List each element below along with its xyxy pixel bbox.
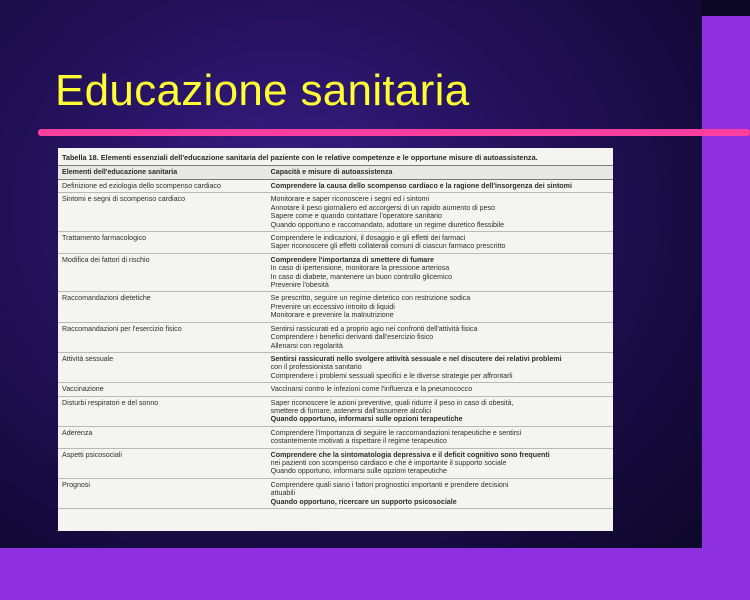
row-element-cell: Definizione ed eziologia dello scompenso cardiaco xyxy=(58,180,267,193)
measure-line: Quando opportuno, ricercare un supporto psicosociale xyxy=(270,497,457,506)
table-body xyxy=(58,180,613,509)
table-row xyxy=(58,396,613,426)
row-measures-cell xyxy=(267,383,613,396)
row-element-cell: Attività sessuale xyxy=(58,352,267,382)
measure-line: Quando opportuno e raccomandato, adottare un regime diuretico flessibile xyxy=(270,220,505,229)
table-row xyxy=(58,292,613,322)
measure-line: Annotare il peso giornaliero ed accorgersi di un rapido aumento di peso xyxy=(270,203,496,212)
measure-line: smettere di fumare, astenersi dall'assumere alcolici xyxy=(270,406,432,415)
measure-line: Comprendere l'importanza di smettere di fumare xyxy=(270,255,434,264)
row-element-cell: Modifica dei fattori di rischio xyxy=(58,253,267,292)
measure-line: Se prescritto, seguire un regime dietetico con restrizione sodica xyxy=(270,294,471,303)
row-measures-cell xyxy=(267,448,613,478)
row-measures-cell xyxy=(267,426,613,448)
row-measures-cell xyxy=(267,193,613,232)
table-row xyxy=(58,232,613,254)
measure-line: Quando opportuno, informarsi sulle opzioni terapeutiche xyxy=(270,467,447,476)
measure-line: attuabili xyxy=(270,489,296,498)
measure-line: Sentirsi rassicurati ed a proprio agio nei confronti dell'attività fisica xyxy=(270,324,478,333)
table-row xyxy=(58,180,613,193)
row-measures-cell xyxy=(267,180,613,193)
table-row xyxy=(58,253,613,292)
measure-line: Sapere come e quando contattare l'operatore sanitario xyxy=(270,212,442,221)
table-row xyxy=(58,426,613,448)
measure-line: Vaccinarsi contro le infezioni come l'influenza e la pneumococco xyxy=(270,385,473,394)
measure-line: Prevenire un eccessivo introito di liquidi xyxy=(270,302,395,311)
row-element-cell: Aderenza xyxy=(58,426,267,448)
measure-line: In caso di diabete, mantenere un buon controllo glicemico xyxy=(270,272,453,281)
top-right-corner xyxy=(702,0,750,16)
table-row xyxy=(58,383,613,396)
row-element-cell: Trattamento farmacologico xyxy=(58,232,267,254)
education-table xyxy=(58,165,613,509)
measure-line: Saper riconoscere gli effetti collaterali comuni di ciascun farmaco prescritto xyxy=(270,242,506,251)
measure-line: Sentirsi rassicurati nello svolgere attività sessuale e nel discutere dei relativi problemi xyxy=(270,354,562,363)
row-element-cell: Raccomandazioni dietetiche xyxy=(58,292,267,322)
bottom-frame-band xyxy=(0,548,750,600)
row-element-cell: Disturbi respiratori e del sonno xyxy=(58,396,267,426)
measure-line: Comprendere l'importanza di seguire le raccomandazioni terapeutiche e sentirsi xyxy=(270,428,522,437)
measure-line: Quando opportuno, informarsi sulle opzioni terapeutiche xyxy=(270,415,463,424)
table-image xyxy=(58,148,613,531)
measure-line: Allenarsi con regolarità xyxy=(270,341,343,350)
measure-line: Monitorare e prevenire la malnutrizione xyxy=(270,311,394,320)
row-element-cell: Aspetti psicosociali xyxy=(58,448,267,478)
header-elements: Elementi dell'educazione sanitaria xyxy=(58,166,267,180)
header-capacities: Capacità e misure di autoassistenza xyxy=(267,166,613,180)
measure-line: costantemente motivati a rispettare il regime terapeutico xyxy=(270,437,447,446)
row-element-cell: Sintomi e segni di scompenso cardiaco xyxy=(58,193,267,232)
row-element-cell: Prognosi xyxy=(58,478,267,508)
measure-line: con il professionista sanitario xyxy=(270,363,362,372)
row-measures-cell xyxy=(267,232,613,254)
table-caption: Tabella 18. Elementi essenziali dell'educazione sanitaria del paziente con le relative competenze e le opportune misure di autoassistenza. xyxy=(62,153,538,162)
slide-title: Educazione sanitaria xyxy=(55,66,470,115)
row-measures-cell xyxy=(267,292,613,322)
row-measures-cell xyxy=(267,322,613,352)
measure-line: Saper riconoscere le azioni preventive, quali ridurre il peso in caso di obesità, xyxy=(270,398,514,407)
row-measures-cell xyxy=(267,352,613,382)
measure-line: Comprendere i benefici derivanti dall'esercizio fisico xyxy=(270,333,434,342)
title-underline-rule xyxy=(38,129,750,136)
row-element-cell: Vaccinazione xyxy=(58,383,267,396)
table-row xyxy=(58,352,613,382)
measure-line: Comprendere la causa dello scompenso cardiaco e la ragione dell'insorgenza dei sintomi xyxy=(270,182,572,190)
measure-line: Prevenire l'obesità xyxy=(270,281,329,290)
table-header-row xyxy=(58,166,613,180)
measure-line: Comprendere i problemi sessuali specifici e le diverse strategie per affrontarli xyxy=(270,371,513,380)
measure-line: Monitorare e saper riconoscere i segni ed i sintomi xyxy=(270,195,430,204)
measure-line: Comprendere le indicazioni, il dosaggio e gli effetti dei farmaci xyxy=(270,234,466,243)
table-row xyxy=(58,448,613,478)
table-row xyxy=(58,478,613,508)
table-row xyxy=(58,322,613,352)
row-measures-cell xyxy=(267,396,613,426)
row-measures-cell xyxy=(267,478,613,508)
measure-line: nei pazienti con scompenso cardiaco e che è importante il supporto sociale xyxy=(270,458,507,467)
measure-line: Comprendere che la sintomatologia depressiva e il deficit cognitivo sono frequenti xyxy=(270,450,550,459)
row-measures-cell xyxy=(267,253,613,292)
right-frame-band xyxy=(702,0,750,600)
table-row xyxy=(58,193,613,232)
row-element-cell: Raccomandazioni per l'esercizio fisico xyxy=(58,322,267,352)
measure-line: In caso di ipertensione, monitorare la pressione arteriosa xyxy=(270,264,450,273)
measure-line: Comprendere quali siano i fattori prognostici importanti e prendere decisioni xyxy=(270,480,509,489)
